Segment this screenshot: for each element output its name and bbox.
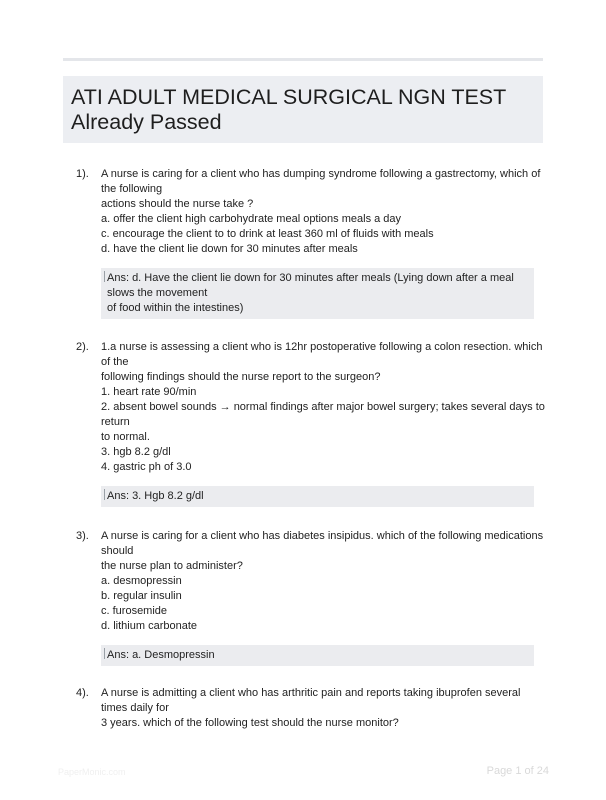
question-text [101,167,543,257]
option-line: a. offer the client high carbohydrate meal options meals a day [101,213,402,225]
footer-watermark: PaperMonic.com [58,767,126,777]
question-line: the following [101,183,163,195]
answer-line: Ans: 3. Hgb 8.2 g/dl [107,490,204,502]
page-indicator: Page 1 of 24 [486,765,549,777]
option-line: c. encourage the client to to drink at least 360 ml of fluids with meals [101,228,434,240]
title-banner [63,76,543,143]
option-line: b. regular insulin [101,590,182,602]
question-number: 2). [76,341,89,353]
question-line: times daily for [101,702,169,714]
option-line: 2. absent bowel sounds → normal findings after major bowel surgery; takes several days to [101,401,545,413]
option-line: d. have the client lie down for 30 minutes after meals [101,243,358,255]
question-line: of the [101,356,129,368]
option-line: a. desmopressin [101,575,182,587]
answer-line: of food within the intestines) [107,302,244,314]
answer-line: Ans: a. Desmopressin [107,649,215,661]
option-line: to normal. [101,431,150,443]
answer-box [101,486,534,507]
document-title [71,85,506,135]
option-line: 4. gastric ph of 3.0 [101,461,192,473]
option-line: d. lithium carbonate [101,620,197,632]
option-line: 1. heart rate 90/min [101,386,197,398]
title-line: ATI ADULT MEDICAL SURGICAL NGN TEST [71,85,507,109]
option-line: return [101,416,130,428]
question-line: the nurse plan to administer? [101,560,243,572]
answer-box [101,268,534,319]
answer-line: slows the movement [107,287,208,299]
question-number: 1). [76,168,89,180]
question-line: actions should the nurse take ? [101,198,254,210]
option-line: c. furosemide [101,605,168,617]
question-line: following findings should the nurse report to the surgeon? [101,371,381,383]
question-line: A nurse is caring for a client who has diabetes insipidus. which of the following medications [101,530,544,542]
question-line: 3 years. which of the following test should the nurse monitor? [101,717,399,729]
question-line: A nurse is caring for a client who has dumping syndrome following a gastrectomy, which of [101,168,541,180]
question-number: 3). [76,530,89,542]
option-line: 3. hgb 8.2 g/dl [101,446,171,458]
question-line: should [101,545,134,557]
question-line: 1.a nurse is assessing a client who is 12hr postoperative following a colon resection. which [101,341,543,353]
question-number: 4). [76,687,89,699]
top-divider [63,58,543,61]
question-line: A nurse is admitting a client who has arthritic pain and reports taking ibuprofen several [101,687,521,699]
question-text [101,686,543,731]
title-line: Already Passed [71,110,222,134]
question-text [101,340,543,475]
answer-box [101,645,534,666]
answer-line: Ans: d. Have the client lie down for 30 minutes after meals (Lying down after a meal [107,272,514,284]
question-text [101,529,543,634]
